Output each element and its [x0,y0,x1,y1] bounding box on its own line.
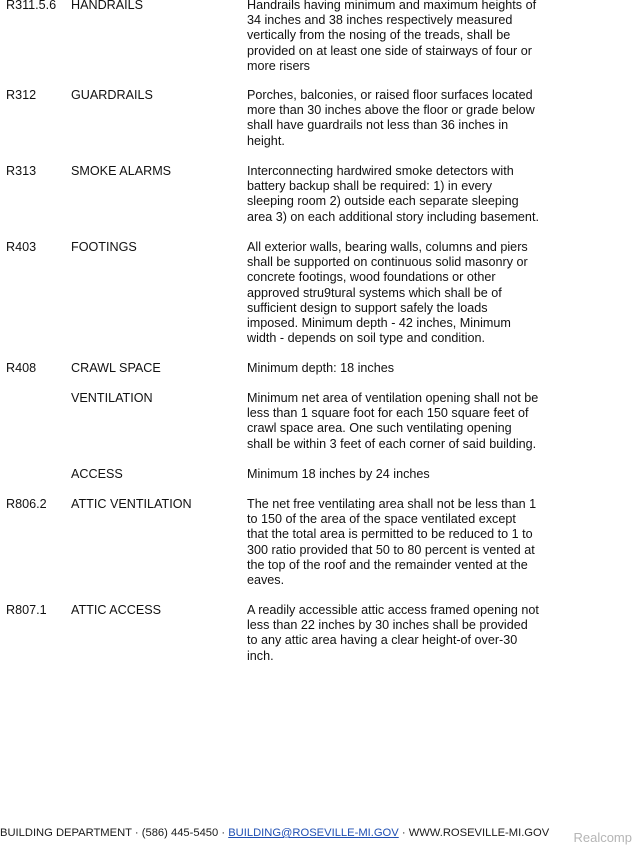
requirement-code: R807.1 [6,603,47,617]
footer-website: WWW.ROSEVILLE-MI.GOV [408,827,550,839]
requirement-text: Minimum depth: 18 inches [247,361,394,375]
requirement-title: FOOTINGS [71,240,137,254]
requirement-title: ATTIC VENTILATION [71,497,192,511]
requirement-code: R408 [6,361,37,375]
requirement-title: ATTIC ACCESS [71,603,162,617]
requirement-title: GUARDRAILS [71,88,153,102]
requirement-title: CRAWL SPACE [71,361,161,375]
requirement-code: R313 [6,164,37,178]
footer-separator: · [398,827,409,839]
footer-phone: (586) 445-5450 [141,827,219,839]
requirement-title: ACCESS [71,467,123,481]
requirement-title: VENTILATION [71,391,153,405]
requirement-title: SMOKE ALARMS [71,164,172,178]
requirement-text: The net free ventilating area shall not be less than 1 to 150 of the area of the space ventilated except that the total area is permitted to be reduced to 1 to 300 ratio provided that 50 to 80 percent is vented at the top of the roof and the remainder vented at the eaves. [247,497,537,588]
realcomp-watermark: Realcomp [573,830,632,845]
requirement-text: Minimum net area of ventilation opening shall not be less than 1 square foot for each 150 square feet of crawl space area. One such ventilating opening shall be within 3 feet of each corner of said building. [247,391,539,451]
footer-department: BUILDING DEPARTMENT [0,827,132,839]
page-footer [0,826,560,840]
requirement-code: R311.5.6 [6,0,57,12]
footer-separator: · [131,827,142,839]
requirement-text: Porches, balconies, or raised floor surfaces located more than 30 inches above the floor or grade below shall have guardrails not less than 36 inches in height. [247,88,535,148]
requirement-text: All exterior walls, bearing walls, columns and piers shall be supported on continuous solid masonry or concrete footings, wood foundations or other approved stru9tural systems which shall be of sufficient design to support safely the loads imposed. Minimum depth - 42 inches, Minimum width - depends on soil type and condition. [247,240,528,346]
requirement-code: R806.2 [6,497,47,511]
requirement-text: Handrails having minimum and maximum heights of 34 inches and 38 inches respectively measured vertically from the nosing of the treads, shall be provided on at least one side of stairways of four or more risers [247,0,537,73]
requirement-title: HANDRAILS [71,0,144,12]
requirement-text: A readily accessible attic access framed opening not less than 22 inches by 30 inches shall be provided to any attic area having a clear height-of over-30 inch. [247,603,539,663]
requirement-code: R403 [6,240,37,254]
footer-email-link[interactable]: BUILDING@ROSEVILLE-MI.GOV [228,827,399,839]
requirement-code: R312 [6,88,37,102]
requirement-text: Minimum 18 inches by 24 inches [247,467,430,481]
requirement-text: Interconnecting hardwired smoke detectors with battery backup shall be required: 1) in every sleeping room 2) outside each separate sleeping area 3) on each additional story including basement. [247,164,539,224]
footer-separator: · [218,827,229,839]
